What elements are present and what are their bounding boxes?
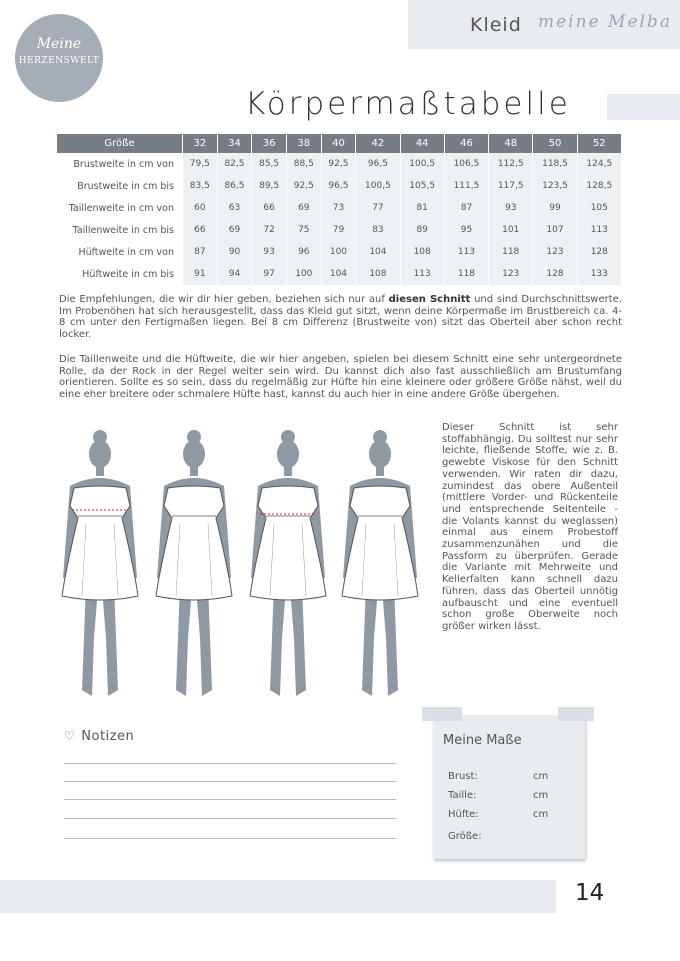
size-header-cell: 46 [445, 134, 488, 153]
table-cell: 87 [445, 197, 488, 219]
table-cell: 60 [183, 197, 217, 219]
table-cell: 100,5 [401, 153, 444, 175]
measure-label-hip: Hüfte: [448, 809, 479, 820]
table-cell: 113 [445, 241, 488, 263]
table-cell: 72 [252, 219, 286, 241]
row-label: Taillenweite in cm von [68, 202, 174, 214]
figure-illustrations [60, 428, 430, 704]
table-cell: 112,5 [489, 153, 532, 175]
table-cell: 94 [218, 263, 252, 285]
table-cell: 79 [322, 219, 356, 241]
table-cell: 118 [445, 263, 488, 285]
measure-label-waist: Taille: [448, 790, 477, 801]
note-line [64, 799, 396, 800]
table-cell: 92,5 [287, 175, 321, 197]
table-cell: 111,5 [445, 175, 488, 197]
table-cell: 106,5 [445, 153, 488, 175]
size-header-cell: 32 [183, 134, 217, 153]
table-cell: 95 [445, 219, 488, 241]
table-cell: 104 [356, 241, 399, 263]
size-header-cell: 40 [322, 134, 356, 153]
heart-icon: ♡ [64, 729, 76, 743]
size-header-cell: 50 [533, 134, 576, 153]
logo-line1: Meine [36, 36, 82, 52]
table-cell: 87 [183, 241, 217, 263]
tape-strip-right [558, 707, 594, 721]
tape-strip-left [422, 707, 462, 721]
table-cell: 96,5 [356, 153, 399, 175]
table-cell: 79,5 [183, 153, 217, 175]
table-cell: 85,5 [252, 153, 286, 175]
size-header-cell: 48 [489, 134, 532, 153]
size-header-cell: 36 [252, 134, 286, 153]
header-title: Kleid [470, 14, 522, 36]
table-cell: 93 [489, 197, 532, 219]
measure-label-bust: Brust: [448, 771, 478, 782]
side-text: Dieser Schnitt ist sehr stoffabhängig. Du solltest nur sehr leichte, fließende Stoffe, wie z. B. gewebte Viskose für den Schnitt verwenden. Wir raten dir dazu, zumindest das obere Außenteil (mittlere Vorder- und Rückenteile und entsprechende Seitenteile - die Volants kannst du weglassen) einmal aus einem Probestoff zusammenzunähen und die Passform zu überprüfen. Gerade die Variante mit Mehrweite und Kellerfalten kann schnell dazu führen, dass das Oberteil unnötig aufbauscht und eine eventuell schon große Oberweite noch größer wirken lässt. [442, 422, 618, 632]
page-number: 14 [575, 880, 605, 906]
note-line [64, 763, 396, 764]
size-header-cell: 34 [218, 134, 252, 153]
table-cell: 100 [287, 263, 321, 285]
table-cell: 63 [218, 197, 252, 219]
table-cell: 66 [183, 219, 217, 241]
table-cell: 91 [183, 263, 217, 285]
table-row [57, 197, 621, 219]
figure-front-1 [62, 430, 138, 696]
table-cell: 123 [533, 241, 576, 263]
table-cell: 118 [489, 241, 532, 263]
notes-title [64, 729, 134, 744]
table-cell: 107 [533, 219, 576, 241]
table-cell: 83,5 [183, 175, 217, 197]
row-label: Taillenweite in cm bis [72, 224, 174, 236]
table-cell: 88,5 [287, 153, 321, 175]
note-line [64, 818, 396, 819]
table-cell: 117,5 [489, 175, 532, 197]
logo-line2: HERZENSWELT [18, 56, 100, 66]
measure-label-size: Größe: [448, 831, 482, 842]
table-cell: 128 [533, 263, 576, 285]
paragraph1-text-a: Die Empfehlungen, die wir dir hier geben, beziehen sich nur auf [59, 294, 389, 305]
figure-front-2 [250, 430, 326, 696]
table-cell: 113 [401, 263, 444, 285]
table-row [57, 219, 621, 241]
table-cell: 89,5 [252, 175, 286, 197]
table-cell: 96 [287, 241, 321, 263]
figure-back-1 [156, 430, 232, 696]
table-row [57, 175, 621, 197]
table-cell: 100,5 [356, 175, 399, 197]
paragraph-waist-hip: Die Taillenweite und die Hüftweite, die wir hier angeben, spielen bei diesem Schnitt eine sehr untergeordnete Rolle, da der Rock in der Regel weiter sein wird. Du kannst dich also fast ausschließlich am Brustumfang orientieren. Sollte es so sein, dass du regelmäßig zur Hüfte hin eine kleinere oder größere Größe nähst, weil du eine eher breitere oder schmalere Hüfte hast, kannst du auch hier in eine andere Größe übergehen. [59, 354, 622, 401]
size-table-header [57, 134, 621, 153]
table-cell: 99 [533, 197, 576, 219]
table-cell: 133 [578, 263, 621, 285]
table-cell: 77 [356, 197, 399, 219]
table-cell: 73 [322, 197, 356, 219]
note-line [64, 838, 396, 839]
page-title: Körpermaßtabelle [245, 86, 571, 122]
measurements-title: Meine Maße [443, 733, 522, 748]
measure-unit-hip: cm [533, 809, 549, 820]
logo [15, 14, 103, 102]
table-cell: 108 [356, 263, 399, 285]
table-row [57, 153, 621, 175]
size-header-label: Größe [57, 134, 182, 153]
paragraph-recommendations [59, 294, 622, 341]
size-header-cell: 38 [287, 134, 321, 153]
table-cell: 100 [322, 241, 356, 263]
table-row [57, 241, 621, 263]
measure-unit-waist: cm [533, 790, 549, 801]
table-cell: 113 [578, 219, 621, 241]
table-cell: 118,5 [533, 153, 576, 175]
row-label: Hüftweite in cm bis [82, 268, 174, 280]
measure-unit-bust: cm [533, 771, 549, 782]
size-header-cell: 42 [356, 134, 399, 153]
table-cell: 82,5 [218, 153, 252, 175]
row-label: Hüftweite in cm von [78, 246, 174, 258]
size-header-cell: 52 [578, 134, 621, 153]
table-cell: 97 [252, 263, 286, 285]
table-cell: 93 [252, 241, 286, 263]
table-cell: 128,5 [578, 175, 621, 197]
note-line [64, 781, 396, 782]
table-cell: 66 [252, 197, 286, 219]
table-cell: 128 [578, 241, 621, 263]
title-accent-bar [607, 94, 680, 120]
table-cell: 83 [356, 219, 399, 241]
footer-bar [0, 880, 556, 913]
table-cell: 89 [401, 219, 444, 241]
table-cell: 90 [218, 241, 252, 263]
table-cell: 69 [218, 219, 252, 241]
table-cell: 124,5 [578, 153, 621, 175]
table-cell: 108 [401, 241, 444, 263]
paragraph1-bold: diesen Schnitt [388, 294, 471, 305]
notes-title-text: Notizen [81, 729, 135, 744]
table-cell: 104 [322, 263, 356, 285]
table-cell: 75 [287, 219, 321, 241]
figure-back-2 [342, 430, 418, 696]
row-label: Brustweite in cm von [73, 158, 174, 170]
table-cell: 123 [489, 263, 532, 285]
table-cell: 105 [578, 197, 621, 219]
brand-logo-text: meine Melba [538, 12, 672, 32]
table-cell: 105,5 [401, 175, 444, 197]
row-label: Brustweite in cm bis [77, 180, 174, 192]
size-table [56, 134, 622, 285]
table-cell: 123,5 [533, 175, 576, 197]
paragraph1-text-b: und sind Durchschnittswerte. Im Probenöhen hat sich herausgestellt, dass das Kleid gut sitzt, wenn deine Körpermaße im Brustbereich ca. 4-8 cm unter den Fertigmaßen liegen. Bei 8 cm Differenz (Brustweite von) sitzt das Oberteil aber schon recht locker. [59, 294, 622, 341]
table-cell: 92,5 [322, 153, 356, 175]
table-cell: 81 [401, 197, 444, 219]
table-cell: 101 [489, 219, 532, 241]
table-cell: 69 [287, 197, 321, 219]
table-cell: 86,5 [218, 175, 252, 197]
table-cell: 96,5 [322, 175, 356, 197]
table-row [57, 263, 621, 285]
measurements-card [433, 715, 585, 859]
size-header-cell: 44 [401, 134, 444, 153]
